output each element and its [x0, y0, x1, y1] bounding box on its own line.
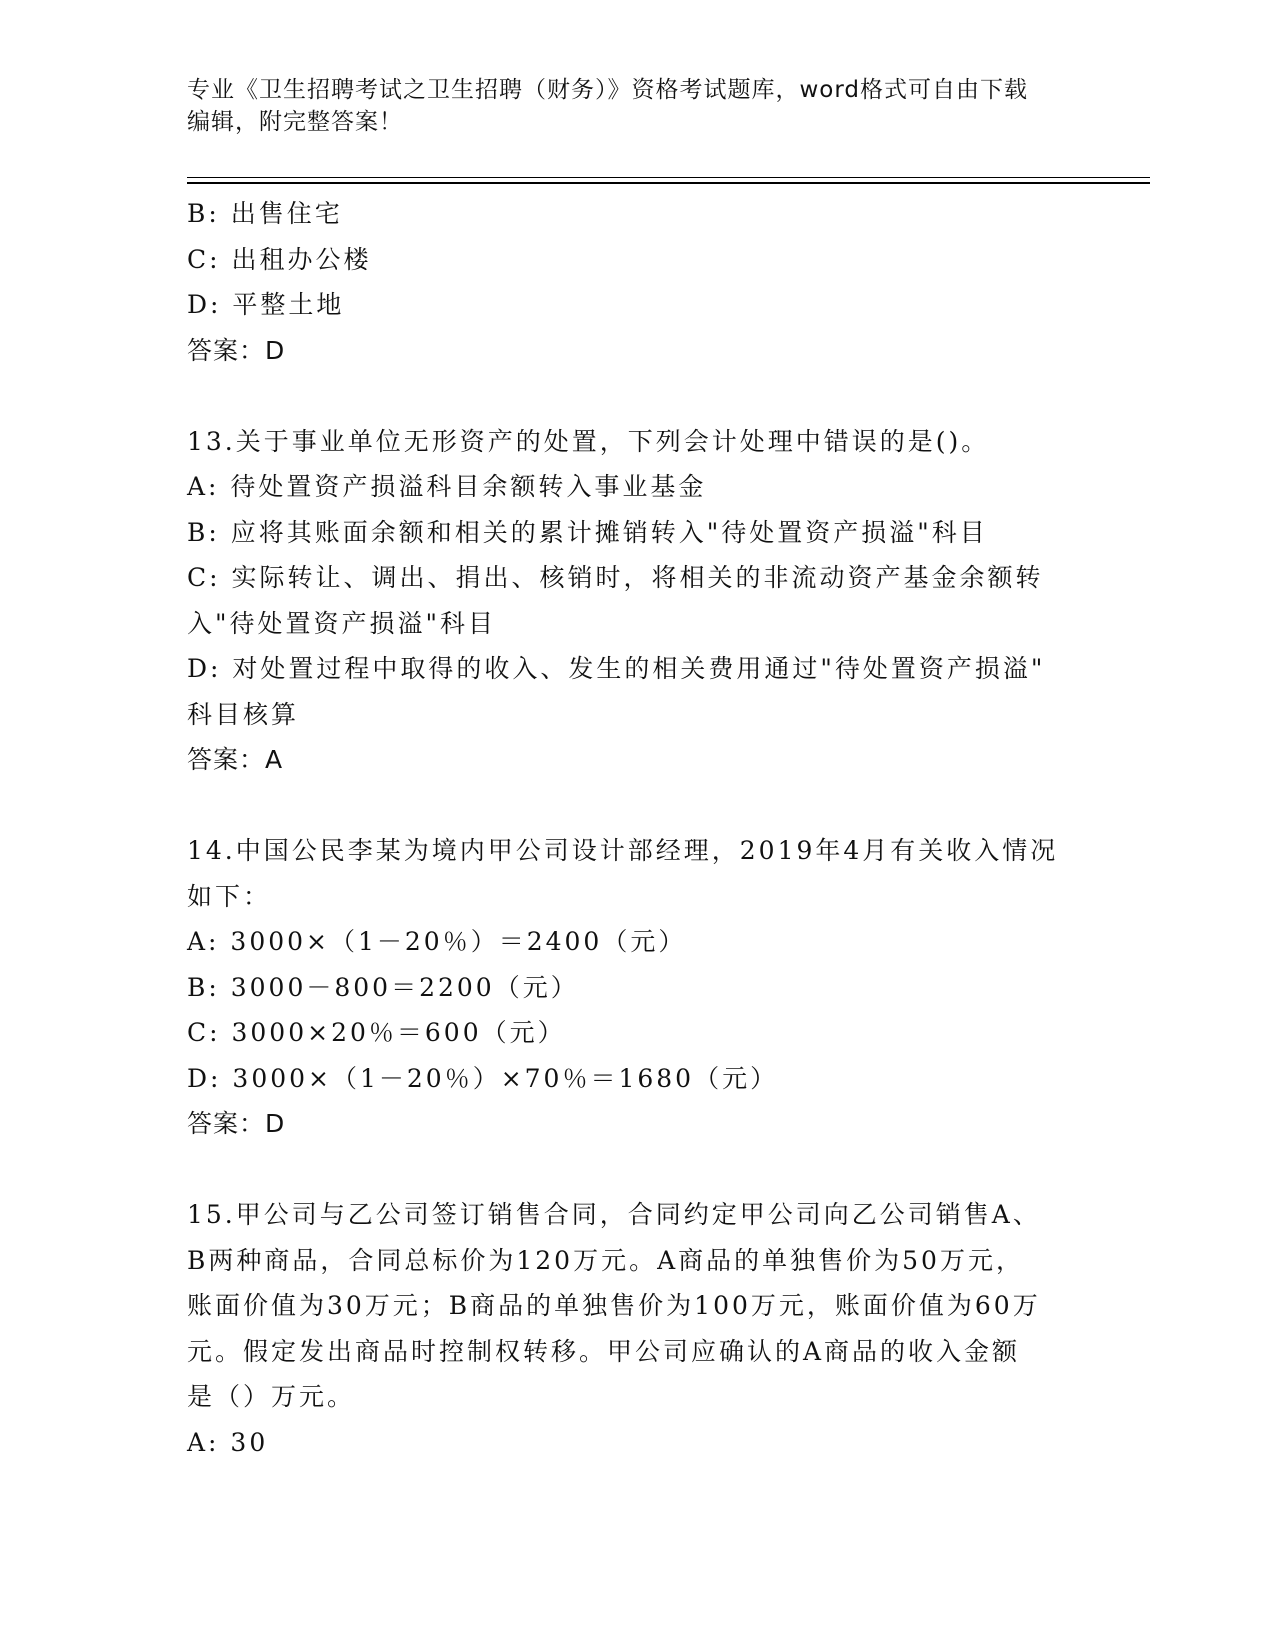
q13-stem: 13.关于事业单位无形资产的处置，下列会计处理中错误的是()。 [187, 426, 990, 456]
q14-stem-line-2: 如下： [187, 881, 272, 911]
q15-stem-line-4: 元。假定发出商品时控制权转移。甲公司应确认的A商品的收入金额 [187, 1336, 1021, 1366]
q13-option-d-line-2: 科目核算 [187, 699, 300, 729]
question-12-tail [187, 191, 1087, 373]
q15-stem-line-2: B两种商品，合同总标价为120万元。A商品的单独售价为50万元， [187, 1245, 1024, 1275]
q13-option-d-line-1: D: 对处置过程中取得的收入、发生的相关费用通过"待处置资产损溢" [187, 654, 1046, 683]
q15-stem-line-1: 15.甲公司与乙公司签订销售合同，合同约定甲公司向乙公司销售A、 [187, 1200, 1041, 1229]
spacer [187, 373, 1087, 419]
header-line-1: 专业《卫生招聘考试之卫生招聘（财务）》资格考试题库，word格式可自由下载 [187, 77, 1029, 103]
header-line-2: 编辑，附完整答案！ [187, 109, 403, 135]
q13-answer: 答案：A [187, 745, 284, 774]
q14-option-c: C: 3000×20％＝600（元） [187, 1018, 566, 1047]
q13-option-c-line-2: 入"待处置资产损溢"科目 [187, 608, 496, 638]
question-13 [187, 419, 1087, 783]
q12-answer: 答案：D [187, 335, 286, 365]
q15-stem-line-3: 账面价值为30万元；B商品的单独售价为100万元，账面价值为60万 [187, 1291, 1041, 1320]
header-divider-thin [187, 177, 1150, 178]
q14-option-d: D: 3000×（1－20％）×70％＝1680（元） [187, 1063, 779, 1093]
header-divider-thick [187, 182, 1150, 184]
spacer [187, 783, 1087, 829]
question-15 [187, 1192, 1087, 1465]
q14-option-a: A: 3000×（1－20％）＝2400（元） [187, 927, 687, 956]
q13-option-a: A: 待处置资产损溢科目余额转入事业基金 [187, 472, 707, 501]
q15-stem-line-5: 是（）万元。 [187, 1382, 356, 1411]
q12-option-c: C: 出租办公楼 [187, 244, 372, 274]
document-header [187, 74, 1067, 138]
question-list [187, 191, 1087, 1465]
q12-option-b: B: 出售住宅 [187, 199, 343, 228]
question-14 [187, 828, 1087, 1147]
q14-option-b: B: 3000－800＝2200（元） [187, 972, 579, 1002]
q13-option-b: B: 应将其账面余额和相关的累计摊销转入"待处置资产损溢"科目 [187, 517, 988, 547]
spacer [187, 1147, 1087, 1193]
q12-option-d: D: 平整土地 [187, 290, 345, 319]
q15-option-a: A: 30 [187, 1427, 269, 1457]
q14-stem-line-1: 14.中国公民李某为境内甲公司设计部经理，2019年4月有关收入情况 [187, 836, 1059, 865]
q13-option-c-line-1: C: 实际转让、调出、捐出、核销时，将相关的非流动资产基金余额转 [187, 563, 1044, 592]
q14-answer: 答案：D [187, 1109, 286, 1138]
